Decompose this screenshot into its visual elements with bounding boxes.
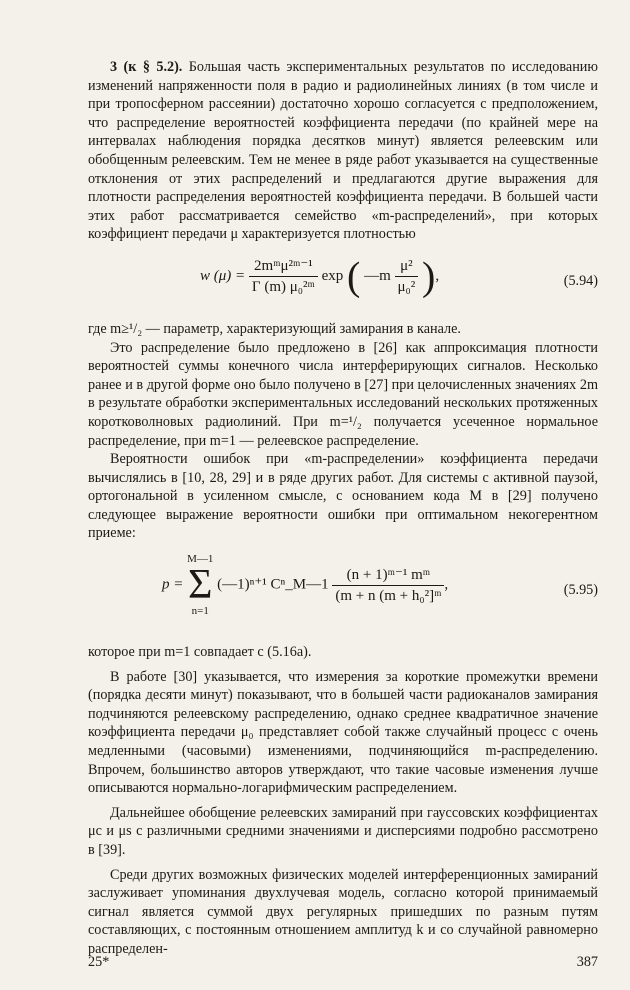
eq94-exp: exp <box>321 267 344 284</box>
eq94-denominator: Γ (m) μ₀²ᵐ <box>251 278 315 295</box>
eq94-numerator: 2mᵐμ²ᵐ⁻¹ <box>249 256 318 277</box>
right-paren-icon: ) <box>422 253 436 299</box>
eq94-lhs: w (μ) = <box>200 267 246 284</box>
note-heading: 3 (к § 5.2). <box>110 59 183 75</box>
eq95-lhs: p = <box>162 576 184 593</box>
eq95-numerator: (n + 1)ᵐ⁻¹ mᵐ <box>332 565 444 586</box>
page-number: 387 <box>576 954 598 970</box>
eq95-sigma: Σ <box>188 562 213 609</box>
eq94-comma: , <box>435 267 440 284</box>
left-paren-icon: ( <box>347 253 361 299</box>
equation-5-94 <box>88 254 598 314</box>
eq94-inner-numerator: μ² <box>395 256 419 277</box>
eq95-lower-limit: n=1 <box>191 605 209 618</box>
eq94-inner: —m <box>364 267 391 284</box>
eq95-upper-limit: M—1 <box>187 553 214 566</box>
text-column <box>88 58 598 959</box>
paragraph-4: Вероятности ошибок при «m-распределении» коэффициента передачи вычислялись в [10, 28, 29] и в ряде других работ. Для системы с активной паузой, ортогональной в усиленном смысле, с основанием кода M в [29] получено следующее выражение вероятности ошибки при оптимальном некогерентном приеме: <box>88 451 598 542</box>
paragraph-7: Дальнейшее обобщение релеевских замираний при гауссовских коэффициентах μc и μs с различными средними значениями и дисперсиями подробно рассмотрено в [39]. <box>88 804 598 858</box>
sigma-icon <box>187 553 213 617</box>
eq94-inner-denominator: μ₀² <box>397 278 416 295</box>
eq95-number: (5.95) <box>563 582 598 599</box>
paragraph-3: Это распределение было предложено в [26] как аппроксимация плотности вероятностей суммы конечного числа интерферирующих сигналов. Несколько ранее и в другой форме оно было получено в [27] при целочисленных значениях 2m в результате обработки экспериментальных исследований нескольких протяженных коротковолновых радиолиний. При m=¹/₂ получается усеченное нормальное распределение, при m=1 — релеевское распределение. <box>88 339 598 449</box>
paragraph-2: где m≥¹/₂ — параметр, характеризующий замирания в канале. <box>88 320 461 337</box>
paragraph-6: В работе [30] указывается, что измерения за короткие промежутки времени (порядка десяти минут) показывают, что в большей части радиоканалов замирания подчиняются релеевскому распределению, однако среднее квадратичное значение коэффициента передачи μ₀ представляет собой также случайный процесс с очень медленными (часовыми) изменениями, подчиняющийся m-распределению. Впрочем, большинство авторов утверждают, что такие часовые изменения лучше описываются нормально-логарифмическим распределением. <box>88 668 598 797</box>
eq95-comma: , <box>444 576 449 593</box>
paragraph-1 <box>88 58 598 244</box>
eq94-fraction <box>249 256 318 297</box>
eq94-number: (5.94) <box>563 272 598 289</box>
eq95-term: (—1)ⁿ⁺¹ Cⁿ_M—1 <box>217 576 329 593</box>
paragraph-1-text: Большая часть экспериментальных результатов по исследованию изменений напряженности поля в радио и радиолинейных линиях (в том числе и при тропосферном рассеянии) достаточно хорошо согласуется с предположением, что распределение вероятностей коэффициента передачи (по крайней мере на интервалах наблюдения порядка десятков минут) является релеевским или обобщенным релеевским. Тем не менее в ряде работ указывается на существенные отклонения от этих распределений и предлагаются другие выражения для плотности распределения вероятностей коэффициента передачи. В большей части этих работ рассматривается семейство «m-распределений», при которых коэффициент передачи μ характеризуется плотностью <box>88 59 598 243</box>
paragraph-8: Среди других возможных физических моделей интерференционных замираний заслуживает упоминания двухлучевая модель, согласно которой принимаемый сигнал является суммой двух регулярных пришедших по разным путям составляющих, с постоянным отношением амплитуд k и со случайной равномерно распределен- <box>88 866 598 957</box>
signature-mark: 25* <box>88 954 110 970</box>
eq95-fraction <box>332 565 444 606</box>
paragraph-5: которое при m=1 совпадает с (5.16a). <box>88 644 312 661</box>
eq95-denominator: (m + n (m + h₀²]ᵐ <box>335 587 442 604</box>
equation-5-95 <box>88 553 598 637</box>
eq94-inner-fraction <box>395 256 419 297</box>
